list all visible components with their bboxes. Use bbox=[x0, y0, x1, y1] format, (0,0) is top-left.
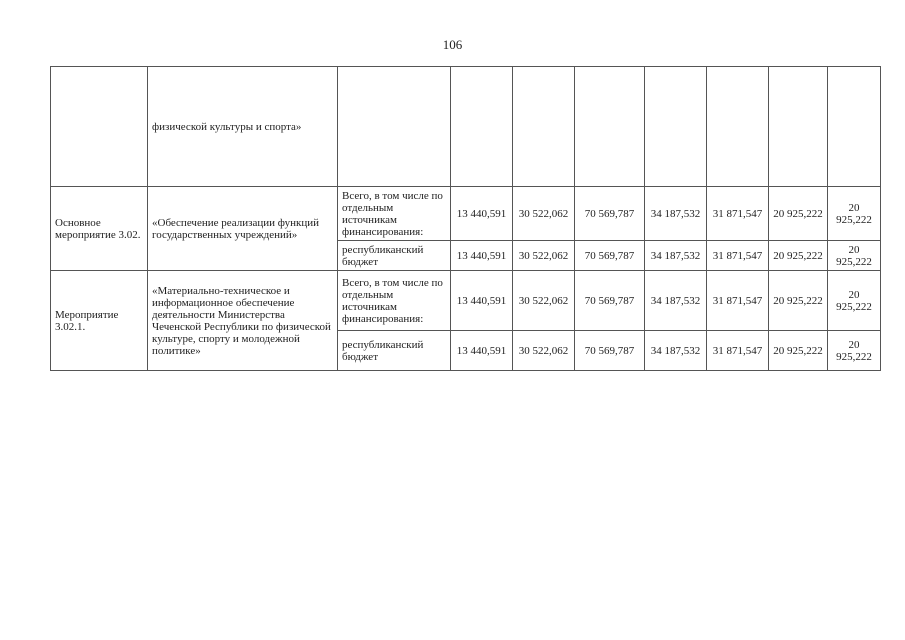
value-cell bbox=[828, 67, 881, 187]
value-cell bbox=[513, 67, 575, 187]
value-cell: 34 187,532 bbox=[645, 187, 707, 241]
value-cell: 13 440,591 bbox=[451, 187, 513, 241]
group-name-cell: «Обеспечение реализации функций государственных учреждений» bbox=[148, 187, 338, 271]
value-cell: 30 522,062 bbox=[513, 187, 575, 241]
value-cell: 34 187,532 bbox=[645, 331, 707, 371]
value-cell: 20 925,222 bbox=[769, 331, 828, 371]
value-cell: 20 925,222 bbox=[828, 187, 881, 241]
group-code-cell: Мероприятие 3.02.1. bbox=[51, 271, 148, 371]
value-cell: 31 871,547 bbox=[707, 331, 769, 371]
value-cell: 20 925,222 bbox=[828, 241, 881, 271]
value-cell: 70 569,787 bbox=[575, 187, 645, 241]
source-cell: Всего, в том числе по отдельным источникам финансирования: bbox=[338, 271, 451, 331]
value-cell bbox=[769, 67, 828, 187]
value-cell: 31 871,547 bbox=[707, 241, 769, 271]
value-cell: 13 440,591 bbox=[451, 271, 513, 331]
group-code-cell: Основное мероприятие 3.02. bbox=[51, 187, 148, 271]
table-row bbox=[51, 271, 881, 331]
value-cell: 31 871,547 bbox=[707, 187, 769, 241]
value-cell: 20 925,222 bbox=[769, 271, 828, 331]
value-cell: 30 522,062 bbox=[513, 241, 575, 271]
row-name-cell: физической культуры и спорта» bbox=[148, 67, 338, 187]
value-cell bbox=[707, 67, 769, 187]
value-cell: 34 187,532 bbox=[645, 271, 707, 331]
row-code-cell bbox=[51, 67, 148, 187]
row-source-cell bbox=[338, 67, 451, 187]
table-row-continuation bbox=[51, 67, 881, 187]
group-name-cell: «Материально-техническое и информационное обеспечение деятельности Министерства Чеченской Республики по физической культуре, спорту и молодежной политике» bbox=[148, 271, 338, 371]
source-cell: Всего, в том числе по отдельным источникам финансирования: bbox=[338, 187, 451, 241]
value-cell: 70 569,787 bbox=[575, 271, 645, 331]
budget-table bbox=[50, 66, 881, 371]
value-cell: 31 871,547 bbox=[707, 271, 769, 331]
value-cell: 30 522,062 bbox=[513, 271, 575, 331]
value-cell: 30 522,062 bbox=[513, 331, 575, 371]
value-cell: 20 925,222 bbox=[769, 187, 828, 241]
table-row bbox=[51, 187, 881, 241]
value-cell bbox=[575, 67, 645, 187]
value-cell: 20 925,222 bbox=[769, 241, 828, 271]
value-cell: 70 569,787 bbox=[575, 331, 645, 371]
page-number: 106 bbox=[442, 37, 463, 52]
value-cell: 20 925,222 bbox=[828, 331, 881, 371]
value-cell: 70 569,787 bbox=[575, 241, 645, 271]
value-cell: 34 187,532 bbox=[645, 241, 707, 271]
source-cell: республиканский бюджет bbox=[338, 331, 451, 371]
value-cell: 13 440,591 bbox=[451, 241, 513, 271]
value-cell bbox=[645, 67, 707, 187]
value-cell: 20 925,222 bbox=[828, 271, 881, 331]
value-cell: 13 440,591 bbox=[451, 331, 513, 371]
source-cell: республиканский бюджет bbox=[338, 241, 451, 271]
value-cell bbox=[451, 67, 513, 187]
